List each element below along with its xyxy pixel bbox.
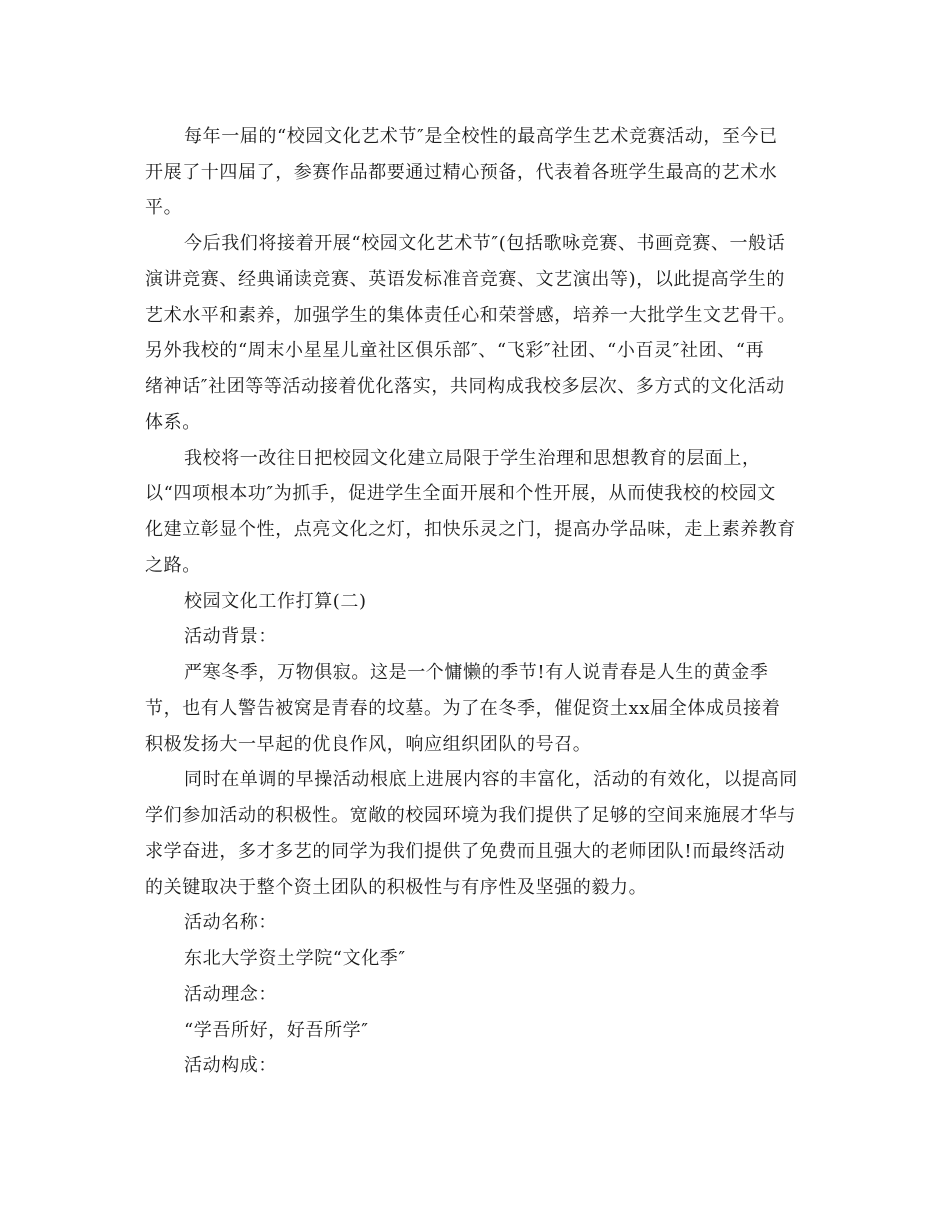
text-line: 每年一届的“校园文化艺术节″是全校性的最高学生艺术竞赛活动，至今已: [184, 126, 778, 147]
section-heading: 校园文化工作打算(二): [184, 591, 367, 612]
text-line: 积极发扬大一早起的优良作风，响应组织团队的号召。: [145, 734, 592, 755]
text-line: 以“四项根本功″为抓手，促进学生全面开展和个性开展，从而使我校的校园文: [145, 483, 776, 504]
text-line: 艺术水平和素养，加强学生的集体责任心和荣誉感，培养一大批学生文艺骨干。: [145, 305, 796, 326]
text-line: 东北大学资土学院“文化季″: [184, 948, 406, 969]
text-line: 之路。: [145, 555, 201, 576]
text-line: 活动理念：: [184, 984, 277, 1005]
text-line: 化建立彰显个性，点亮文化之灯，扣快乐灵之门，提高办学品味，走上素养教育: [145, 519, 796, 540]
text-line: 今后我们将接着开展“校园文化艺术节″(包括歌咏竞赛、书画竞赛、一般话: [184, 233, 786, 254]
text-line: 活动构成：: [184, 1055, 277, 1076]
text-line: 严寒冬季，万物俱寂。这是一个慵懒的季节!有人说青春是人生的黄金季: [184, 662, 769, 683]
text-line: “学吾所好，好吾所学″: [184, 1020, 369, 1041]
text-line: 我校将一改往日把校园文化建立局限于学生治理和思想教育的层面上，: [184, 448, 761, 469]
text-line: 的关键取决于整个资土团队的积极性与有序性及坚强的毅力。: [145, 877, 648, 898]
text-line: 另外我校的“周末小星星儿童社区俱乐部″、“飞彩″社团、“小百灵″社团、“再: [145, 340, 765, 361]
text-line: 绪神话″社团等等活动接着优化落实，共同构成我校多层次、多方式的文化活动: [145, 376, 785, 397]
text-line: 求学奋进，多才多艺的同学为我们提供了免费而且强大的老师团队!而最终活动: [145, 841, 786, 862]
text-line: 平。: [145, 197, 183, 218]
text-line: 同时在单调的早操活动根底上进展内容的丰富化，活动的有效化，以提高同: [184, 769, 798, 790]
text-line: 节，也有人警告被窝是青春的坟墓。为了在冬季，催促资土xx届全体成员接着: [145, 698, 781, 719]
text-line: 活动背景：: [184, 626, 277, 647]
text-line: 演讲竞赛、经典诵读竞赛、英语发标准音竞赛、文艺演出等)，以此提高学生的: [145, 269, 786, 290]
text-line: 活动名称：: [184, 912, 277, 933]
text-line: 学们参加活动的积极性。宽敞的校园环境为我们提供了足够的空间来施展才华与: [145, 805, 796, 826]
text-line: 体系。: [145, 412, 201, 433]
text-line: 开展了十四届了，参赛作品都要通过精心预备，代表着各班学生最高的艺术水: [145, 162, 778, 183]
